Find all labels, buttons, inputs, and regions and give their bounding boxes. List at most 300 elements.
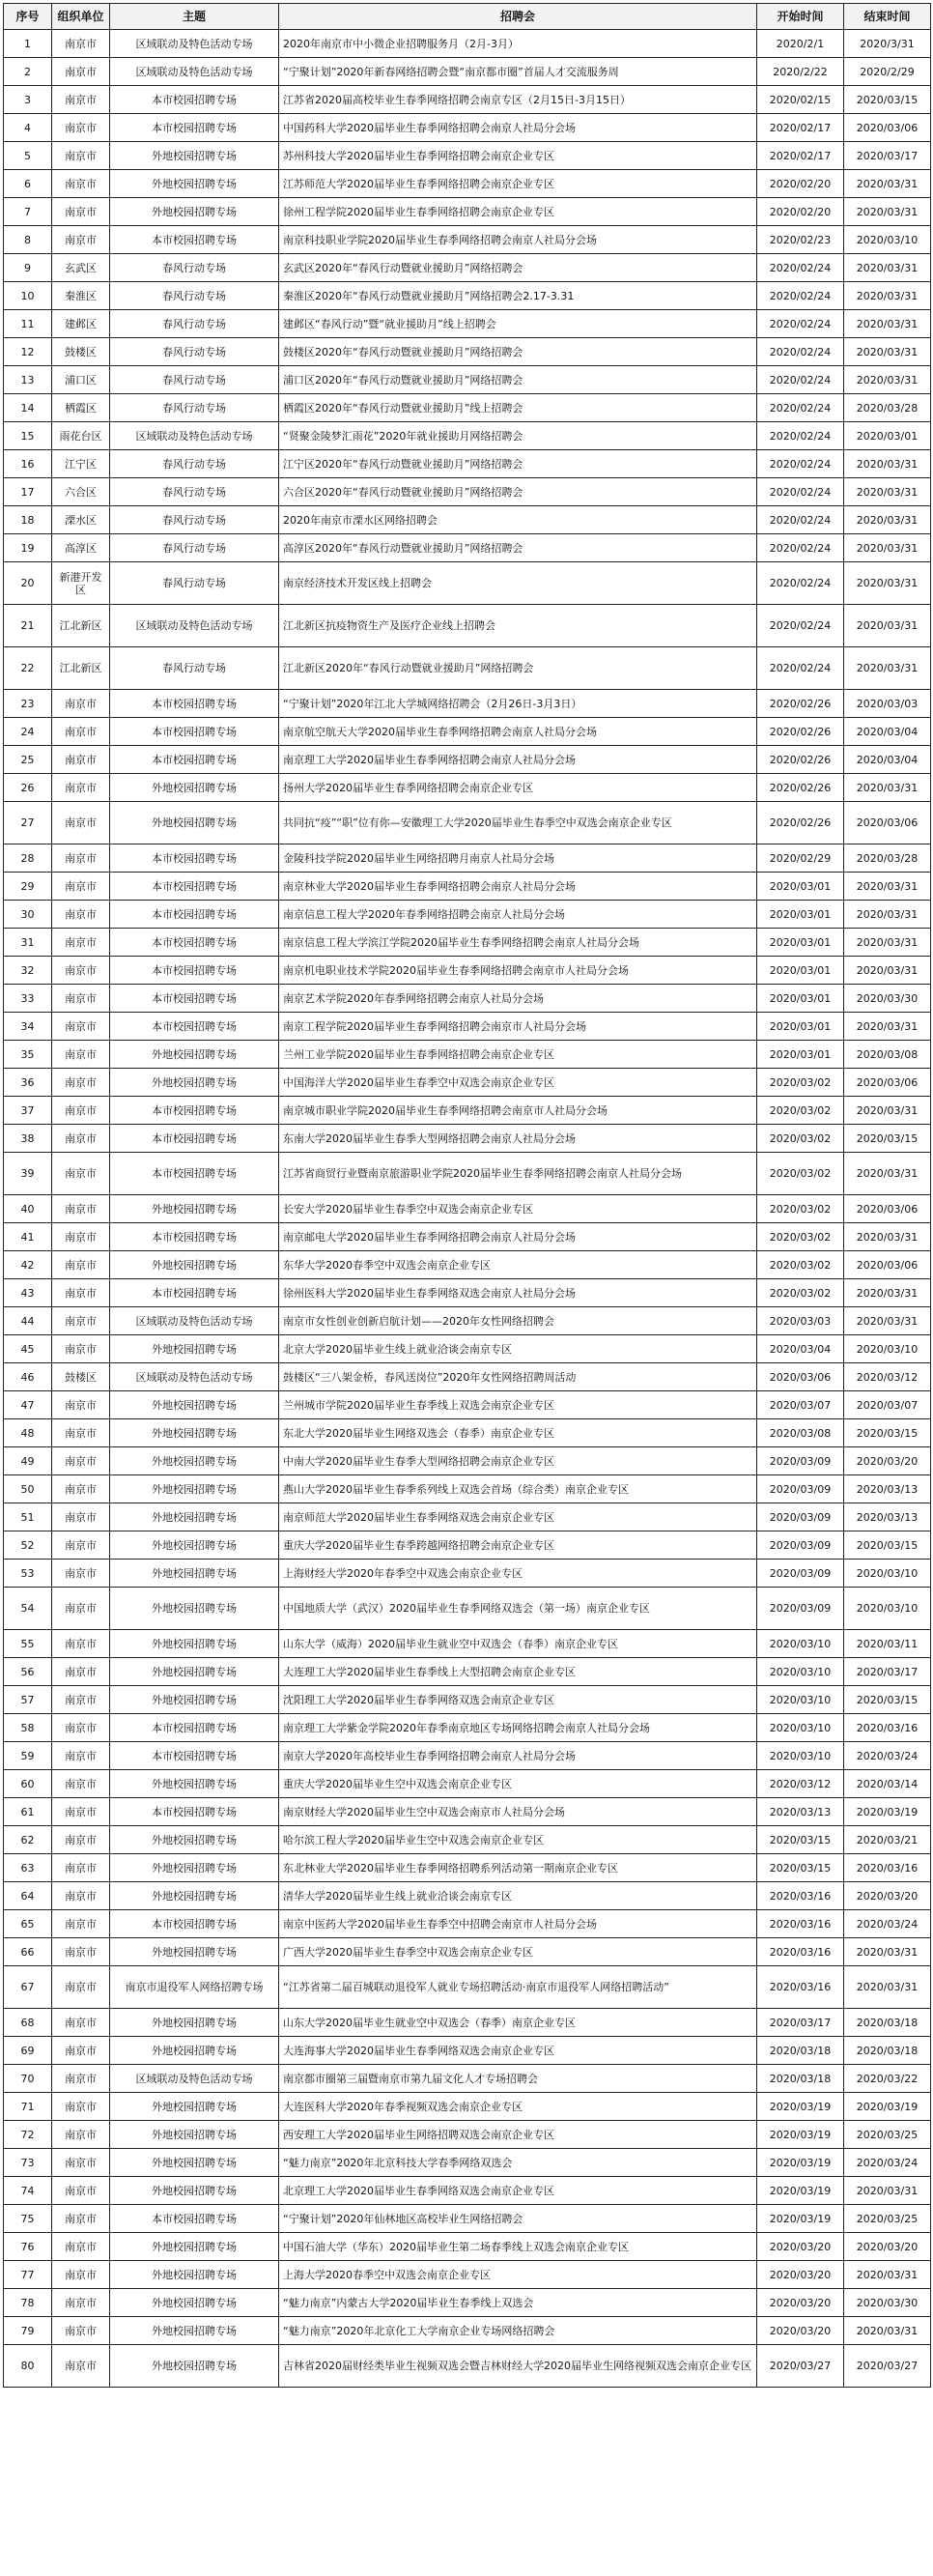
row-job-fair: “魅力南京”2020年北京化工大学南京企业专场网络招聘会 (279, 2317, 757, 2345)
row-organizer: 南京市 (52, 901, 110, 929)
row-start-date: 2020/03/09 (757, 1503, 844, 1531)
row-start-date: 2020/03/02 (757, 1153, 844, 1195)
row-start-date: 2020/03/19 (757, 2149, 844, 2177)
table-row (4, 2121, 931, 2149)
row-end-date: 2020/03/20 (844, 1447, 931, 1475)
row-start-date: 2020/03/19 (757, 2093, 844, 2121)
row-job-fair: 鼓楼区2020年“春风行动暨就业援助月”网络招聘会 (279, 338, 757, 366)
row-job-fair: 徐州医科大学2020届毕业生春季网络双选会南京人社局分会场 (279, 1279, 757, 1307)
row-organizer: 南京市 (52, 2289, 110, 2317)
row-index: 26 (4, 774, 52, 802)
row-organizer: 南京市 (52, 929, 110, 957)
row-theme: 春风行动专场 (110, 506, 279, 534)
row-start-date: 2020/02/24 (757, 338, 844, 366)
row-index: 44 (4, 1307, 52, 1335)
row-job-fair: 鼓楼区“三八架金桥，春风送岗位”2020年女性网络招聘周活动 (279, 1363, 757, 1391)
table-row (4, 774, 931, 802)
row-index: 18 (4, 506, 52, 534)
row-job-fair: 山东大学（威海）2020届毕业生就业空中双选会（春季）南京企业专区 (279, 1630, 757, 1658)
row-theme: 外地校园招聘专场 (110, 2317, 279, 2345)
row-end-date: 2020/03/31 (844, 310, 931, 338)
row-index: 3 (4, 86, 52, 114)
row-index: 73 (4, 2149, 52, 2177)
row-start-date: 2020/02/17 (757, 114, 844, 142)
row-start-date: 2020/02/24 (757, 254, 844, 282)
row-job-fair: 建邺区“春风行动”暨“就业援助月”线上招聘会 (279, 310, 757, 338)
row-start-date: 2020/03/02 (757, 1223, 844, 1251)
row-theme: 外地校园招聘专场 (110, 1195, 279, 1223)
table-row (4, 1475, 931, 1503)
row-end-date: 2020/03/19 (844, 1798, 931, 1826)
row-start-date: 2020/03/09 (757, 1447, 844, 1475)
row-theme: 本市校园招聘专场 (110, 1714, 279, 1742)
row-start-date: 2020/02/24 (757, 534, 844, 562)
row-job-fair: 西安理工大学2020届毕业生网络招聘双选会南京企业专区 (279, 2121, 757, 2149)
table-row (4, 957, 931, 985)
row-job-fair: 南京航空航天大学2020届毕业生春季网络招聘会南京人社局分会场 (279, 718, 757, 746)
row-index: 48 (4, 1419, 52, 1447)
row-start-date: 2020/03/10 (757, 1714, 844, 1742)
row-organizer: 南京市 (52, 30, 110, 58)
row-end-date: 2020/03/18 (844, 2009, 931, 2037)
row-start-date: 2020/02/26 (757, 802, 844, 844)
table-row (4, 1826, 931, 1854)
row-index: 32 (4, 957, 52, 985)
row-organizer: 新港开发区 (52, 562, 110, 605)
row-end-date: 2020/03/01 (844, 422, 931, 450)
table-row (4, 1363, 931, 1391)
row-index: 19 (4, 534, 52, 562)
row-theme: 本市校园招聘专场 (110, 929, 279, 957)
table-row (4, 1910, 931, 1938)
row-job-fair: 南京市女性创业创新启航计划——2020年女性网络招聘会 (279, 1307, 757, 1335)
row-organizer: 雨花台区 (52, 422, 110, 450)
row-end-date: 2020/03/31 (844, 1097, 931, 1125)
table-row (4, 1770, 931, 1798)
table-row (4, 985, 931, 1013)
row-start-date: 2020/02/24 (757, 605, 844, 647)
table-row (4, 1938, 931, 1966)
table-row (4, 690, 931, 718)
row-end-date: 2020/03/31 (844, 1938, 931, 1966)
row-theme: 本市校园招聘专场 (110, 86, 279, 114)
table-row (4, 718, 931, 746)
row-start-date: 2020/03/10 (757, 1658, 844, 1686)
row-index: 21 (4, 605, 52, 647)
row-job-fair: 沈阳理工大学2020届毕业生春季网络双选会南京企业专区 (279, 1686, 757, 1714)
row-start-date: 2020/03/16 (757, 1910, 844, 1938)
row-start-date: 2020/03/09 (757, 1588, 844, 1630)
row-start-date: 2020/03/02 (757, 1069, 844, 1097)
row-end-date: 2020/03/31 (844, 170, 931, 198)
row-index: 14 (4, 394, 52, 422)
row-index: 23 (4, 690, 52, 718)
row-end-date: 2020/03/31 (844, 605, 931, 647)
row-theme: 区域联动及特色活动专场 (110, 1307, 279, 1335)
row-index: 34 (4, 1013, 52, 1041)
row-start-date: 2020/02/29 (757, 844, 844, 873)
row-organizer: 南京市 (52, 1097, 110, 1125)
table-row (4, 1560, 931, 1588)
row-index: 6 (4, 170, 52, 198)
row-index: 7 (4, 198, 52, 226)
row-theme: 外地校园招聘专场 (110, 1938, 279, 1966)
row-organizer: 鼓楼区 (52, 338, 110, 366)
row-end-date: 2020/03/11 (844, 1630, 931, 1658)
row-start-date: 2020/03/16 (757, 1966, 844, 2009)
row-job-fair: 浦口区2020年“春风行动暨就业援助月”网络招聘会 (279, 366, 757, 394)
row-end-date: 2020/03/31 (844, 2177, 931, 2205)
row-start-date: 2020/02/23 (757, 226, 844, 254)
row-theme: 本市校园招聘专场 (110, 901, 279, 929)
row-theme: 外地校园招聘专场 (110, 142, 279, 170)
row-index: 9 (4, 254, 52, 282)
row-job-fair: 南京大学2020年高校毕业生春季网络招聘会南京人社局分会场 (279, 1742, 757, 1770)
table-row (4, 1391, 931, 1419)
row-theme: 外地校园招聘专场 (110, 2037, 279, 2065)
row-index: 64 (4, 1882, 52, 1910)
row-start-date: 2020/03/13 (757, 1798, 844, 1826)
row-organizer: 南京市 (52, 58, 110, 86)
row-organizer: 玄武区 (52, 254, 110, 282)
row-theme: 本市校园招聘专场 (110, 1013, 279, 1041)
row-job-fair: 金陵科技学院2020届毕业生网络招聘月南京人社局分会场 (279, 844, 757, 873)
table-row (4, 310, 931, 338)
row-theme: 本市校园招聘专场 (110, 957, 279, 985)
row-start-date: 2020/02/20 (757, 198, 844, 226)
row-theme: 外地校园招聘专场 (110, 1630, 279, 1658)
row-end-date: 2020/03/06 (844, 802, 931, 844)
row-end-date: 2020/03/21 (844, 1826, 931, 1854)
row-organizer: 南京市 (52, 2205, 110, 2233)
row-organizer: 南京市 (52, 1475, 110, 1503)
row-index: 25 (4, 746, 52, 774)
row-start-date: 2020/02/24 (757, 310, 844, 338)
row-job-fair: 南京工程学院2020届毕业生春季网络招聘会南京市人社局分会场 (279, 1013, 757, 1041)
row-organizer: 溧水区 (52, 506, 110, 534)
row-organizer: 南京市 (52, 2149, 110, 2177)
row-start-date: 2020/03/16 (757, 1882, 844, 1910)
row-index: 66 (4, 1938, 52, 1966)
row-end-date: 2020/03/24 (844, 1910, 931, 1938)
row-job-fair: 广西大学2020届毕业生春季空中双选会南京企业专区 (279, 1938, 757, 1966)
row-job-fair: 东南大学2020届毕业生春季大型网络招聘会南京人社局分会场 (279, 1125, 757, 1153)
row-index: 53 (4, 1560, 52, 1588)
row-end-date: 2020/03/31 (844, 929, 931, 957)
row-start-date: 2020/03/02 (757, 1279, 844, 1307)
row-start-date: 2020/02/26 (757, 690, 844, 718)
row-start-date: 2020/03/01 (757, 1041, 844, 1069)
row-job-fair: 东北林业大学2020届毕业生春季网络招聘系列活动第一期南京企业专区 (279, 1854, 757, 1882)
row-index: 80 (4, 2345, 52, 2388)
row-organizer: 秦淮区 (52, 282, 110, 310)
row-theme: 本市校园招聘专场 (110, 873, 279, 901)
row-index: 61 (4, 1798, 52, 1826)
row-index: 8 (4, 226, 52, 254)
table-row (4, 198, 931, 226)
header-job-fair: 招聘会 (279, 4, 757, 30)
row-job-fair: 中国海洋大学2020届毕业生春季空中双选会南京企业专区 (279, 1069, 757, 1097)
row-organizer: 南京市 (52, 2317, 110, 2345)
table-row (4, 844, 931, 873)
table-row (4, 2009, 931, 2037)
row-organizer: 南京市 (52, 142, 110, 170)
row-theme: 区域联动及特色活动专场 (110, 605, 279, 647)
row-theme: 本市校园招聘专场 (110, 226, 279, 254)
row-job-fair: 北京理工大学2020届毕业生春季网络双选会南京企业专区 (279, 2177, 757, 2205)
row-organizer: 鼓楼区 (52, 1363, 110, 1391)
row-theme: 外地校园招聘专场 (110, 1826, 279, 1854)
row-index: 62 (4, 1826, 52, 1854)
row-organizer: 南京市 (52, 1882, 110, 1910)
row-end-date: 2020/03/31 (844, 957, 931, 985)
row-organizer: 南京市 (52, 1447, 110, 1475)
row-organizer: 江北新区 (52, 647, 110, 690)
table-row (4, 1503, 931, 1531)
row-job-fair: “魅力南京”内蒙古大学2020届毕业生春季线上双选会 (279, 2289, 757, 2317)
row-theme: 本市校园招聘专场 (110, 1153, 279, 1195)
row-job-fair: 兰州工业学院2020届毕业生春季网络招聘会南京企业专区 (279, 1041, 757, 1069)
row-end-date: 2020/03/06 (844, 114, 931, 142)
row-index: 41 (4, 1223, 52, 1251)
row-start-date: 2020/02/26 (757, 718, 844, 746)
row-organizer: 南京市 (52, 1630, 110, 1658)
row-organizer: 南京市 (52, 1966, 110, 2009)
row-end-date: 2020/03/06 (844, 1069, 931, 1097)
row-end-date: 2020/03/13 (844, 1503, 931, 1531)
table-row (4, 2205, 931, 2233)
row-organizer: 南京市 (52, 1854, 110, 1882)
row-index: 63 (4, 1854, 52, 1882)
row-start-date: 2020/03/20 (757, 2233, 844, 2261)
row-organizer: 南京市 (52, 1391, 110, 1419)
row-start-date: 2020/2/1 (757, 30, 844, 58)
row-end-date: 2020/03/31 (844, 1966, 931, 2009)
row-theme: 春风行动专场 (110, 450, 279, 478)
row-end-date: 2020/03/31 (844, 198, 931, 226)
row-job-fair: 江北新区2020年“春风行动暨就业援助月”网络招聘会 (279, 647, 757, 690)
row-organizer: 南京市 (52, 1223, 110, 1251)
row-start-date: 2020/02/24 (757, 282, 844, 310)
row-start-date: 2020/03/15 (757, 1826, 844, 1854)
table-row (4, 2345, 931, 2388)
row-organizer: 建邺区 (52, 310, 110, 338)
row-start-date: 2020/03/27 (757, 2345, 844, 2388)
row-end-date: 2020/03/12 (844, 1363, 931, 1391)
row-end-date: 2020/03/31 (844, 1307, 931, 1335)
row-index: 70 (4, 2065, 52, 2093)
row-job-fair: 南京师范大学2020届毕业生春季网络双选会南京企业专区 (279, 1503, 757, 1531)
table-row (4, 562, 931, 605)
row-theme: 外地校园招聘专场 (110, 2289, 279, 2317)
row-job-fair: 重庆大学2020届毕业生春季跨越网络招聘会南京企业专区 (279, 1531, 757, 1560)
row-job-fair: 南京经济技术开发区线上招聘会 (279, 562, 757, 605)
row-end-date: 2020/03/16 (844, 1854, 931, 1882)
row-job-fair: 南京信息工程大学2020年春季网络招聘会南京人社局分会场 (279, 901, 757, 929)
row-end-date: 2020/2/29 (844, 58, 931, 86)
row-start-date: 2020/03/08 (757, 1419, 844, 1447)
row-index: 29 (4, 873, 52, 901)
row-organizer: 南京市 (52, 1686, 110, 1714)
table-row (4, 2289, 931, 2317)
row-organizer: 南京市 (52, 114, 110, 142)
row-start-date: 2020/03/18 (757, 2037, 844, 2065)
row-index: 16 (4, 450, 52, 478)
row-start-date: 2020/03/01 (757, 1013, 844, 1041)
row-theme: 外地校园招聘专场 (110, 1041, 279, 1069)
row-end-date: 2020/03/08 (844, 1041, 931, 1069)
row-organizer: 南京市 (52, 1503, 110, 1531)
table-row (4, 1041, 931, 1069)
row-theme: 本市校园招聘专场 (110, 1223, 279, 1251)
table-row (4, 2037, 931, 2065)
row-job-fair: 南京财经大学2020届毕业生空中双选会南京市人社局分会场 (279, 1798, 757, 1826)
row-start-date: 2020/03/02 (757, 1097, 844, 1125)
row-organizer: 南京市 (52, 802, 110, 844)
row-job-fair: 2020年南京市溧水区网络招聘会 (279, 506, 757, 534)
row-job-fair: “江苏省第二届百城联动退役军人就业专场招聘活动·南京市退役军人网络招聘活动” (279, 1966, 757, 2009)
row-end-date: 2020/03/31 (844, 562, 931, 605)
row-organizer: 南京市 (52, 1560, 110, 1588)
row-start-date: 2020/02/24 (757, 478, 844, 506)
row-end-date: 2020/03/31 (844, 254, 931, 282)
table-row (4, 929, 931, 957)
row-index: 40 (4, 1195, 52, 1223)
row-theme: 本市校园招聘专场 (110, 1097, 279, 1125)
row-index: 22 (4, 647, 52, 690)
row-end-date: 2020/03/31 (844, 873, 931, 901)
table-row (4, 282, 931, 310)
row-index: 47 (4, 1391, 52, 1419)
row-end-date: 2020/03/31 (844, 1279, 931, 1307)
recruitment-table (3, 3, 931, 2388)
row-theme: 外地校园招聘专场 (110, 1069, 279, 1097)
row-theme: 外地校园招聘专场 (110, 1560, 279, 1588)
row-theme: 春风行动专场 (110, 366, 279, 394)
table-row (4, 86, 931, 114)
row-start-date: 2020/03/01 (757, 901, 844, 929)
row-organizer: 南京市 (52, 2233, 110, 2261)
row-end-date: 2020/03/10 (844, 226, 931, 254)
row-job-fair: 上海财经大学2020年春季空中双选会南京企业专区 (279, 1560, 757, 1588)
row-index: 11 (4, 310, 52, 338)
row-end-date: 2020/03/31 (844, 647, 931, 690)
table-row (4, 506, 931, 534)
row-job-fair: 中国石油大学（华东）2020届毕业生第二场春季线上双选会南京企业专区 (279, 2233, 757, 2261)
row-theme: 外地校园招聘专场 (110, 2009, 279, 2037)
row-job-fair: 南京中医药大学2020届毕业生春季空中招聘会南京市人社局分会场 (279, 1910, 757, 1938)
row-index: 56 (4, 1658, 52, 1686)
header-index: 序号 (4, 4, 52, 30)
row-start-date: 2020/03/16 (757, 1938, 844, 1966)
row-theme: 本市校园招聘专场 (110, 718, 279, 746)
row-theme: 外地校园招聘专场 (110, 1335, 279, 1363)
row-job-fair: 重庆大学2020届毕业生空中双选会南京企业专区 (279, 1770, 757, 1798)
row-end-date: 2020/03/04 (844, 718, 931, 746)
row-job-fair: 南京都市圈第三届暨南京市第九届文化人才专场招聘会 (279, 2065, 757, 2093)
header-organizer: 组织单位 (52, 4, 110, 30)
row-job-fair: 吉林省2020届财经类毕业生视频双选会暨吉林财经大学2020届毕业生网络视频双选会南京企业专区 (279, 2345, 757, 2388)
row-organizer: 南京市 (52, 1798, 110, 1826)
row-organizer: 南京市 (52, 2177, 110, 2205)
row-start-date: 2020/03/19 (757, 2205, 844, 2233)
row-theme: 春风行动专场 (110, 282, 279, 310)
row-theme: 春风行动专场 (110, 534, 279, 562)
table-row (4, 2233, 931, 2261)
row-start-date: 2020/03/12 (757, 1770, 844, 1798)
row-job-fair: 上海大学2020春季空中双选会南京企业专区 (279, 2261, 757, 2289)
row-end-date: 2020/03/07 (844, 1391, 931, 1419)
row-organizer: 南京市 (52, 1910, 110, 1938)
row-index: 45 (4, 1335, 52, 1363)
row-start-date: 2020/02/24 (757, 506, 844, 534)
table-row (4, 422, 931, 450)
table-row (4, 366, 931, 394)
row-start-date: 2020/03/10 (757, 1742, 844, 1770)
row-theme: 本市校园招聘专场 (110, 746, 279, 774)
row-end-date: 2020/03/13 (844, 1475, 931, 1503)
table-row (4, 1279, 931, 1307)
table-row (4, 2149, 931, 2177)
row-job-fair: 中南大学2020届毕业生春季大型网络招聘会南京企业专区 (279, 1447, 757, 1475)
row-theme: 本市校园招聘专场 (110, 2205, 279, 2233)
row-job-fair: 南京林业大学2020届毕业生春季网络招聘会南京人社局分会场 (279, 873, 757, 901)
row-start-date: 2020/03/02 (757, 1195, 844, 1223)
row-organizer: 南京市 (52, 1714, 110, 1742)
row-end-date: 2020/03/27 (844, 2345, 931, 2388)
row-theme: 外地校园招聘专场 (110, 170, 279, 198)
row-theme: 外地校园招聘专场 (110, 1658, 279, 1686)
row-index: 20 (4, 562, 52, 605)
row-theme: 本市校园招聘专场 (110, 1742, 279, 1770)
row-start-date: 2020/03/07 (757, 1391, 844, 1419)
row-job-fair: 山东大学2020届毕业生就业空中双选会（春季）南京企业专区 (279, 2009, 757, 2037)
row-organizer: 南京市 (52, 1307, 110, 1335)
row-organizer: 南京市 (52, 2009, 110, 2037)
row-theme: 外地校园招聘专场 (110, 1391, 279, 1419)
row-end-date: 2020/03/25 (844, 2121, 931, 2149)
row-job-fair: 中国药科大学2020届毕业生春季网络招聘会南京人社局分会场 (279, 114, 757, 142)
row-organizer: 南京市 (52, 198, 110, 226)
row-end-date: 2020/03/31 (844, 534, 931, 562)
row-end-date: 2020/03/31 (844, 1153, 931, 1195)
row-index: 4 (4, 114, 52, 142)
row-end-date: 2020/03/22 (844, 2065, 931, 2093)
row-theme: 本市校园招聘专场 (110, 1279, 279, 1307)
row-index: 65 (4, 1910, 52, 1938)
row-theme: 春风行动专场 (110, 478, 279, 506)
row-organizer: 南京市 (52, 170, 110, 198)
table-row (4, 534, 931, 562)
row-index: 36 (4, 1069, 52, 1097)
row-theme: 区域联动及特色活动专场 (110, 422, 279, 450)
row-theme: 外地校园招聘专场 (110, 1854, 279, 1882)
row-end-date: 2020/03/10 (844, 1335, 931, 1363)
row-end-date: 2020/03/06 (844, 1251, 931, 1279)
table-row (4, 1307, 931, 1335)
row-job-fair: 清华大学2020届毕业生线上就业洽谈会南京专区 (279, 1882, 757, 1910)
row-start-date: 2020/02/26 (757, 746, 844, 774)
row-organizer: 南京市 (52, 1251, 110, 1279)
row-index: 50 (4, 1475, 52, 1503)
table-row (4, 1742, 931, 1770)
row-end-date: 2020/03/03 (844, 690, 931, 718)
table-row (4, 802, 931, 844)
row-start-date: 2020/02/24 (757, 647, 844, 690)
row-index: 46 (4, 1363, 52, 1391)
row-start-date: 2020/02/24 (757, 366, 844, 394)
row-organizer: 南京市 (52, 2261, 110, 2289)
